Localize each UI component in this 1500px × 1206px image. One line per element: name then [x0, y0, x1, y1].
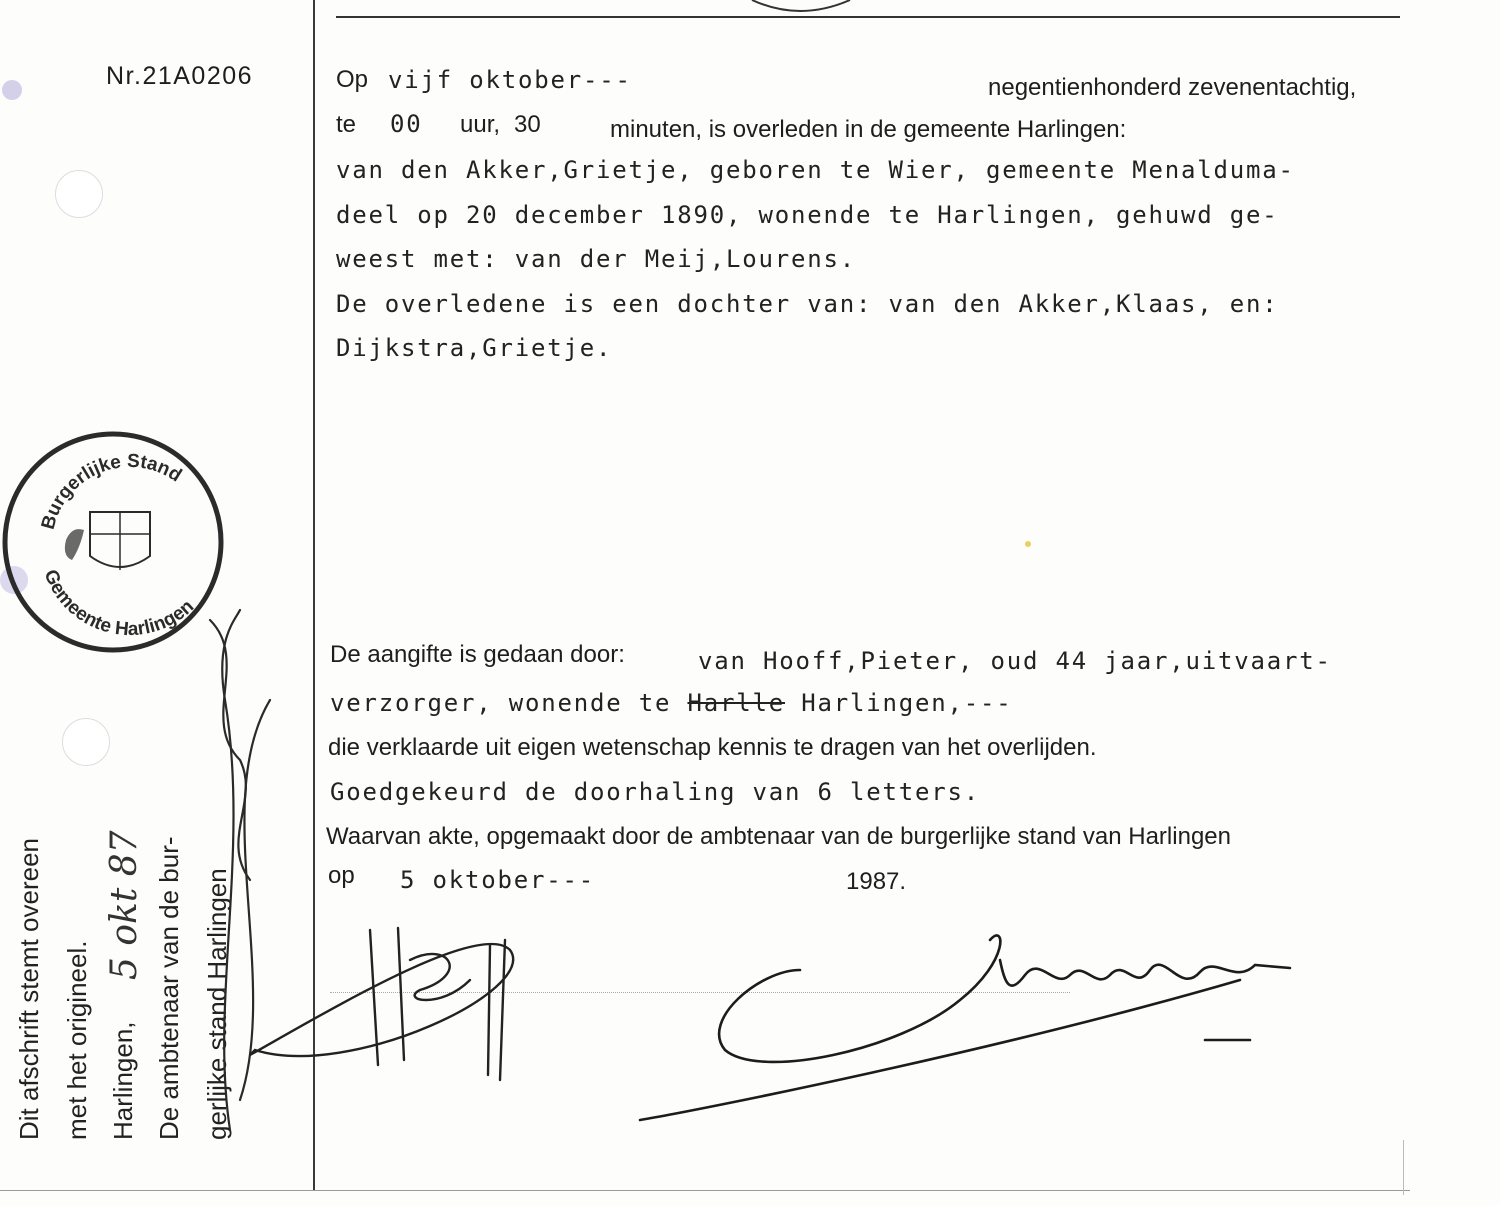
closing-year: 1987. [846, 868, 907, 895]
stamp-bottom-text: Gemeente Harlingen [39, 566, 199, 641]
margin-note: gerlijke stand Harlingen [202, 868, 232, 1140]
official-initials [250, 928, 513, 1080]
signature-lautenbach [640, 935, 1290, 1120]
closing-date: 5 oktober--- [400, 866, 595, 894]
declaration-line1: van Hooff,Pieter, oud 44 jaar,uitvaart- [698, 647, 1332, 675]
deceased-line: De overledene is een dochter van: van den Akker,Klaas, en: [336, 290, 1279, 318]
document-number: Nr.21A0206 [106, 62, 254, 90]
margin-note: De ambtenaar van de bur- [154, 836, 184, 1140]
line2-hours-unit: uur, [460, 111, 501, 138]
line1-date-words: vijf oktober--- [388, 66, 632, 94]
line2-minutes: 30 [514, 111, 541, 138]
declaration-label: De aangifte is gedaan door: [330, 641, 625, 668]
margin-note: met het origineel. [62, 940, 92, 1140]
declaration-struck-text: Harlle [687, 689, 785, 717]
line1-lead: Op [336, 66, 369, 93]
declaration-line2-a: verzorger, wonende te [330, 689, 672, 717]
margin-handwritten-date: 5 okt 87 [104, 830, 145, 980]
line2-hours: 00 [390, 110, 423, 138]
closing-op: op [328, 862, 355, 889]
approved-text: Goedgekeurd de doorhaling van 6 letters. [330, 778, 980, 806]
margin-note: Harlingen, [108, 1021, 138, 1140]
deceased-line: weest met: van der Meij,Lourens. [336, 245, 856, 273]
margin-note: Dit afschrift stemt overeen [14, 838, 44, 1140]
declaration-line2-b: Harlingen,--- [801, 689, 1013, 717]
deceased-line: Dijkstra,Grietje. [336, 334, 613, 362]
line2-te: te [336, 111, 357, 138]
declaration-line3: die verklaarde uit eigen wetenschap kennis te dragen van het overlijden. [328, 734, 1097, 761]
closing-text: Waarvan akte, opgemaakt door de ambtenaar van de burgerlijke stand van Harlingen [326, 823, 1231, 850]
line2-rest: minuten, is overleden in de gemeente Harlingen: [610, 116, 1127, 143]
deceased-line: van den Akker,Grietje, geboren te Wier, gemeente Menalduma- [336, 156, 1295, 184]
line1-year-words: negentienhonderd zevenentachtig, [988, 74, 1357, 101]
stamp-top-text: Burgerlijke Stand [37, 450, 186, 532]
deceased-line: deel op 20 december 1890, wonende te Harlingen, gehuwd ge- [336, 201, 1279, 229]
